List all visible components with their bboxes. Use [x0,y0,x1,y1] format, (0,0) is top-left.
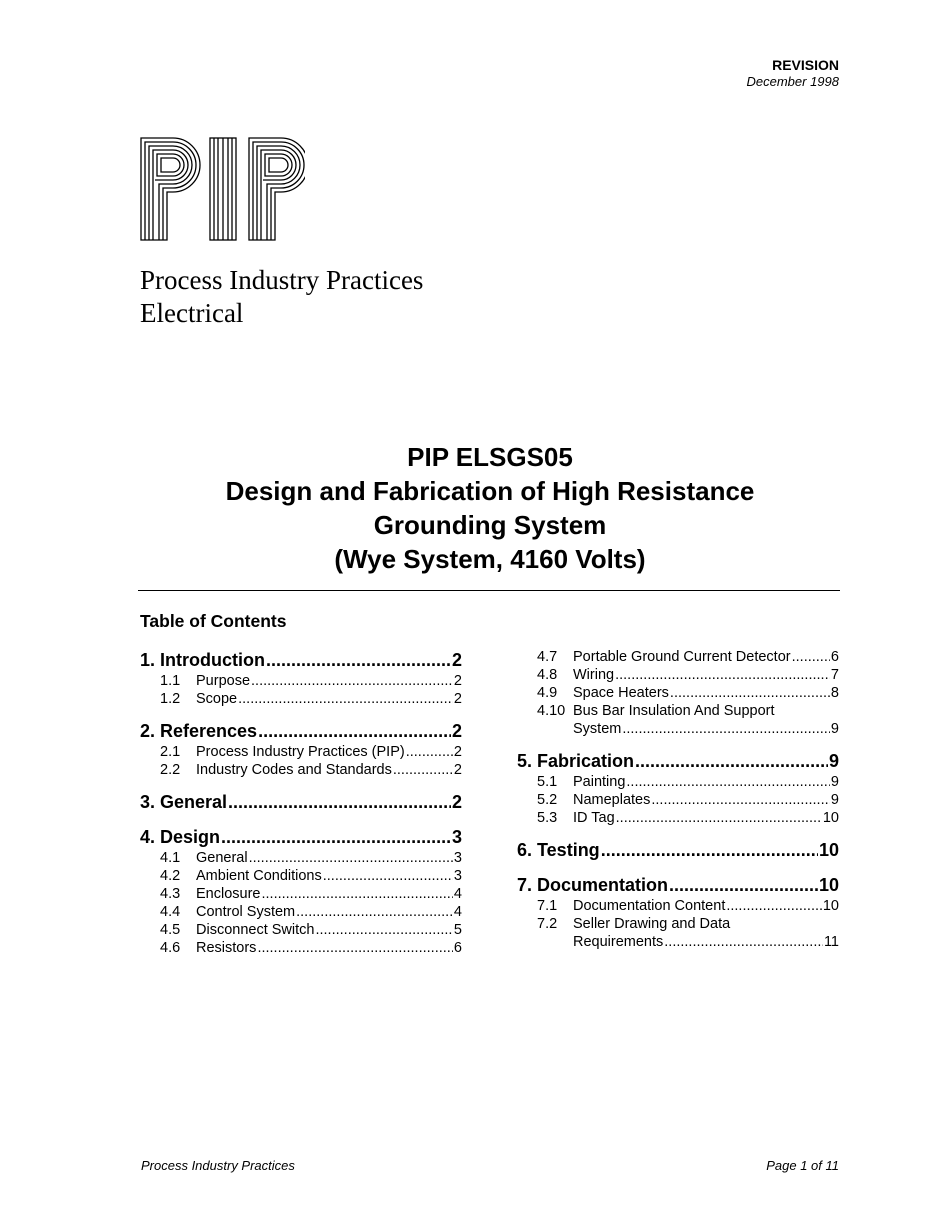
toc-section[interactable]: 4. Design ..... 3 [140,825,462,849]
organization-division: Electrical [140,298,244,328]
footer-page-number: Page 1 of 11 [766,1158,839,1173]
revision-block [747,57,840,90]
toc-heading: Table of Contents [140,611,287,631]
toc-entry[interactable]: 5.2 Nameplates ..... 9 [517,791,839,809]
toc-entry[interactable]: 2.1 Process Industry Practices (PIP) ..... 2 [140,743,462,761]
toc-entry[interactable]: 5.3 ID Tag ..... 10 [517,809,839,827]
revision-date: December 1998 [746,74,839,89]
toc-entry[interactable]: 1.1 Purpose ..... 2 [140,672,462,690]
toc-entry[interactable]: 4.8 Wiring ..... 7 [517,666,839,684]
title-line-3: (Wye System, 4160 Volts) [334,544,646,574]
title-divider [138,590,840,591]
toc-section[interactable]: 6. Testing ..... 10 [517,838,839,862]
toc-entry[interactable]: 4.7 Portable Ground Current Detector ..... 6 [517,648,839,666]
toc-entry[interactable]: 4.2 Ambient Conditions ..... 3 [140,867,462,885]
toc-entry[interactable]: 4.5 Disconnect Switch ..... 5 [140,921,462,939]
toc-entry[interactable]: 2.2 Industry Codes and Standards ..... 2 [140,761,462,779]
organization-name: Process Industry Practices [140,265,424,295]
toc-entry[interactable]: 4.6 Resistors ..... 6 [140,939,462,957]
document-title [140,440,840,576]
toc-entry[interactable]: 5.1 Painting ..... 9 [517,773,839,791]
title-line-2: Grounding System [373,510,607,540]
toc-entry[interactable]: 4.1 General ..... 3 [140,849,462,867]
toc-entry-continuation[interactable]: Requirements ..... 11 [517,933,839,951]
toc-section[interactable]: 5. Fabrication ..... 9 [517,749,839,773]
toc-entry[interactable]: 4.10 Bus Bar Insulation And Support [537,703,775,719]
toc-left-column [140,648,462,957]
footer-organization: Process Industry Practices [141,1158,295,1173]
toc-section[interactable]: 7. Documentation ..... 10 [517,873,839,897]
document-id: PIP ELSGS05 [407,442,573,472]
toc-entry[interactable]: 1.2 Scope ..... 2 [140,690,462,708]
revision-label: REVISION [772,57,839,73]
toc-entry[interactable]: 7.1 Documentation Content ..... 10 [517,897,839,915]
organization [140,264,423,330]
toc-section[interactable]: 3. General ..... 2 [140,790,462,814]
toc-section[interactable]: 1. Introduction ..... 2 [140,648,462,672]
toc-entry[interactable]: 4.4 Control System ..... 4 [140,903,462,921]
toc-entry[interactable]: 4.3 Enclosure ..... 4 [140,885,462,903]
toc-entry-continuation[interactable]: System ..... 9 [517,720,839,738]
toc-section[interactable]: 2. References ..... 2 [140,719,462,743]
pip-logo-icon [139,136,305,242]
toc-right-column [517,648,839,951]
title-line-1: Design and Fabrication of High Resistance [225,476,755,506]
toc-entry[interactable]: 7.2 Seller Drawing and Data [537,916,731,932]
toc-entry[interactable]: 4.9 Space Heaters ..... 8 [517,684,839,702]
